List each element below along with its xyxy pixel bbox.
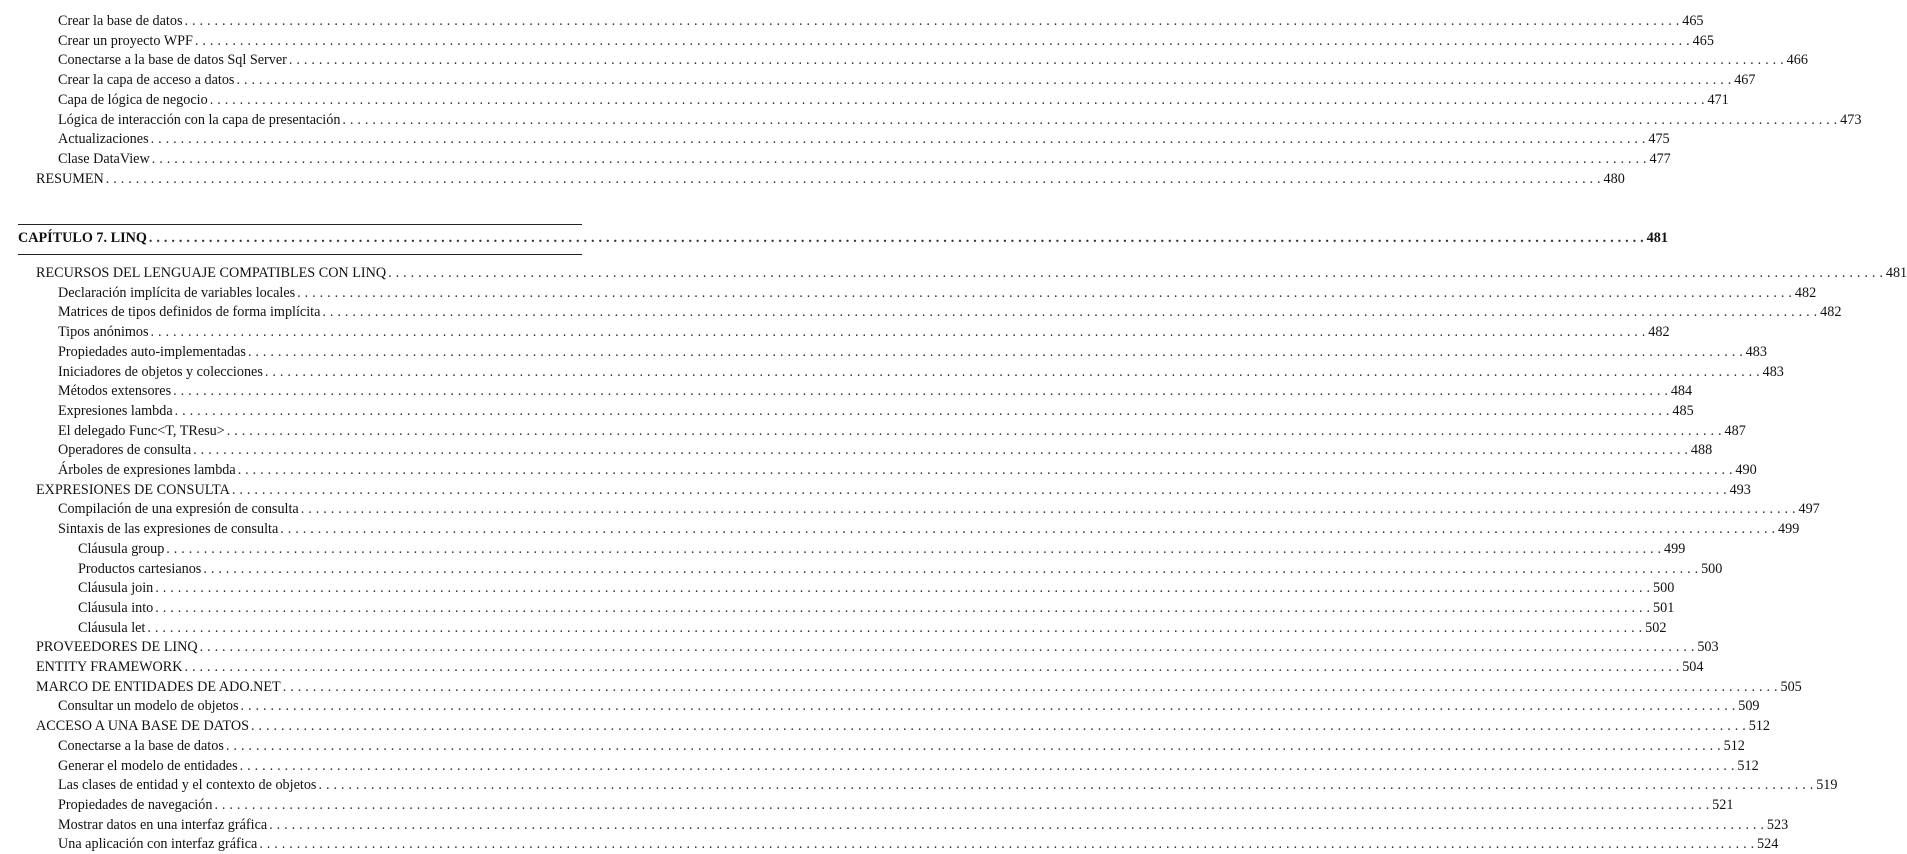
dot-leader: . . . . . . . . . . . . . . . . . . . . . . . . . . . . . . . . . . . . . . . . . . . . . . . . . . . . . . . . . . . . . . . . . . . . . . . . . . . . . . . . . . . . . . . . . . . . . . . . . . . . . . . . . . . . . . . . . . . . . . . . . . . . . . . . . . . . . . . . . . . . . . . . . . . . . . . . . . . . . . . . . . . . . . . . . . . . . . . . . . . . . . . . . . . . . . . . . . . . . . . .	[288, 52, 1784, 69]
toc-entry-page: 509	[1738, 698, 1760, 715]
toc-entry-title: Crear la base de datos	[58, 13, 183, 29]
toc-entry-title: Consultar un modelo de objetos	[58, 698, 239, 715]
toc-entry-page: 482	[1794, 284, 1817, 301]
toc-entry	[58, 441, 1713, 460]
toc-entry	[58, 343, 1767, 362]
toc-entry-page: 502	[1645, 619, 1667, 636]
toc-entry-title: ENTITY FRAMEWORK	[36, 659, 183, 675]
toc-entry-title: Crear un proyecto WPF	[58, 32, 193, 49]
dot-leader: . . . . . . . . . . . . . . . . . . . . . . . . . . . . . . . . . . . . . . . . . . . . . . . . . . . . . . . . . . . . . . . . . . . . . . . . . . . . . . . . . . . . . . . . . . . . . . . . . . . . . . . . . . . . . . . . . . . . . . . . . . . . . . . . . . . . . . . . . . . . . . . . . . . . . . . . . . . . . . . . . . . . . . . . . . . . . . . . . . . . . . . . . . . . . . . . . . . . . . . .	[151, 150, 1647, 167]
dot-leader: . . . . . . . . . . . . . . . . . . . . . . . . . . . . . . . . . . . . . . . . . . . . . . . . . . . . . . . . . . . . . . . . . . . . . . . . . . . . . . . . . . . . . . . . . . . . . . . . . . . . . . . . . . . . . . . . . . . . . . . . . . . . . . . . . . . . . . . . . . . . . . . . . . . . . . . . . . . . . . . . . . . . . . . . . . . . . . . . . . . . . . . . . . . . . . . . . . . . . . . .	[250, 718, 1746, 735]
toc-entry-title: Mostrar datos en una interfaz gráfica	[58, 816, 268, 833]
toc-entry	[58, 130, 1670, 149]
toc-entry	[58, 461, 1757, 480]
toc-entry-title: ACCESO A UNA BASE DE DATOS	[36, 718, 249, 735]
dot-leader: . . . . . . . . . . . . . . . . . . . . . . . . . . . . . . . . . . . . . . . . . . . . . . . . . . . . . . . . . . . . . . . . . . . . . . . . . . . . . . . . . . . . . . . . . . . . . . . . . . . . . . . . . . . . . . . . . . . . . . . . . . . . . . . . . . . . . . . . . . . . . . . . . . . . . . . . . . . . . . . . . . . . . . . . . . . . . . . . . . . . . . . . . . . . . . . . . . . . . . . .	[240, 698, 1736, 715]
dot-leader: . . . . . . . . . . . . . . . . . . . . . . . . . . . . . . . . . . . . . . . . . . . . . . . . . . . . . . . . . . . . . . . . . . . . . . . . . . . . . . . . . . . . . . . . . . . . . . . . . . . . . . . . . . . . . . . . . . . . . . . . . . . . . . . . . . . . . . . . . . . . . . . . . . . . . . . . . . . . . . . . . . . . . . . . . . . . . . . . . . . . . . . . . . . . . . . . . . . . . . . .	[105, 170, 1601, 187]
toc-entry-page: 512	[1748, 718, 1770, 735]
toc-entry	[58, 363, 1784, 382]
toc-entry-title: Cláusula join	[78, 580, 154, 597]
toc-entry	[36, 264, 1907, 283]
toc-entry-page: 504	[1682, 659, 1704, 675]
toc-entry-title: Generar el modelo de entidades	[58, 757, 238, 774]
dot-leader: . . . . . . . . . . . . . . . . . . . . . . . . . . . . . . . . . . . . . . . . . . . . . . . . . . . . . . . . . . . . . . . . . . . . . . . . . . . . . . . . . . . . . . . . . . . . . . . . . . . . . . . . . . . . . . . . . . . . . . . . . . . . . . . . . . . . . . . . . . . . . . . . . . . . . . . . . . . . . . . . . . . . . . . . . . . . . . . . . . . . . . . . . . . . . . . . . . . . . . . .	[247, 343, 1743, 360]
toc-entry	[58, 835, 1779, 854]
toc-entry-title: Clase DataView	[58, 150, 150, 167]
toc-entry	[58, 71, 1756, 90]
dot-leader: . . . . . . . . . . . . . . . . . . . . . . . . . . . . . . . . . . . . . . . . . . . . . . . . . . . . . . . . . . . . . . . . . . . . . . . . . . . . . . . . . . . . . . . . . . . . . . . . . . . . . . . . . . . . . . . . . . . . . . . . . . . . . . . . . . . . . . . . . . . . . . . . . . . . . . . . . . . . . . . . . . . . . . . . . . . . . . . . . . . . . . . . . . . . . . . . . . . . . . . .	[173, 383, 1669, 400]
toc-entry-page: 497	[1798, 501, 1820, 518]
toc-entry-page: 484	[1670, 383, 1693, 400]
toc-entry-page: 512	[1737, 757, 1759, 774]
dot-leader: . . . . . . . . . . . . . . . . . . . . . . . . . . . . . . . . . . . . . . . . . . . . . . . . . . . . . . . . . . . . . . . . . . . . . . . . . . . . . . . . . . . . . . . . . . . . . . . . . . . . . . . . . . . . . . . . . . . . . . . . . . . . . . . . . . . . . . . . . . . . . . . . . . . . . . . . . . . . . . . . . . . . . . . . . . . . . . . . . . . . . . . . . . . . . . . . . . . . . . . .	[280, 521, 1776, 538]
dot-leader: . . . . . . . . . . . . . . . . . . . . . . . . . . . . . . . . . . . . . . . . . . . . . . . . . . . . . . . . . . . . . . . . . . . . . . . . . . . . . . . . . . . . . . . . . . . . . . . . . . . . . . . . . . . . . . . . . . . . . . . . . . . . . . . . . . . . . . . . . . . . . . . . . . . . . . . . . . . . . . . . . . . . . . . . . . . . . . . . . . . . . . . . . . . . . . . . . . . . . . . .	[237, 462, 1733, 478]
toc-entry-page: 482	[1820, 304, 1842, 321]
toc-entry	[58, 402, 1694, 421]
toc-entry-page: 473	[1840, 111, 1862, 128]
toc-entry	[58, 91, 1729, 110]
toc-entry-page: 499	[1778, 521, 1800, 538]
toc-entry	[58, 697, 1760, 716]
toc-entry-page: 493	[1729, 481, 1751, 498]
toc-entry-title: RESUMEN	[36, 170, 104, 187]
toc-entry	[58, 520, 1800, 539]
dot-leader: . . . . . . . . . . . . . . . . . . . . . . . . . . . . . . . . . . . . . . . . . . . . . . . . . . . . . . . . . . . . . . . . . . . . . . . . . . . . . . . . . . . . . . . . . . . . . . . . . . . . . . . . . . . . . . . . . . . . . . . . . . . . . . . . . . . . . . . . . . . . . . . . . . . . . . . . . . . . . . . . . . . . . . . . . . . . . . . . . . . . . . . . . . . . . . . . . . . . . . . .	[226, 422, 1722, 439]
toc-entry	[78, 599, 1675, 618]
dot-leader: . . . . . . . . . . . . . . . . . . . . . . . . . . . . . . . . . . . . . . . . . . . . . . . . . . . . . . . . . . . . . . . . . . . . . . . . . . . . . . . . . . . . . . . . . . . . . . . . . . . . . . . . . . . . . . . . . . . . . . . . . . . . . . . . . . . . . . . . . . . . . . . . . . . . . . . . . . . . . . . . . . . . . . . . . . . . . . . . . . . . . . . . . . . . . . . . . . . . . . . .	[322, 304, 1818, 321]
toc-entry	[58, 500, 1820, 519]
toc-entry	[78, 560, 1723, 579]
toc-entry-title: Productos cartesianos	[78, 560, 202, 577]
toc-entry	[58, 737, 1745, 756]
toc-entry-page: 481	[1646, 230, 1668, 246]
toc-entry-title: Crear la capa de acceso a datos	[58, 72, 235, 89]
toc-entry	[58, 422, 1746, 441]
toc-entry	[58, 51, 1808, 70]
dot-leader: . . . . . . . . . . . . . . . . . . . . . . . . . . . . . . . . . . . . . . . . . . . . . . . . . . . . . . . . . . . . . . . . . . . . . . . . . . . . . . . . . . . . . . . . . . . . . . . . . . . . . . . . . . . . . . . . . . . . . . . . . . . . . . . . . . . . . . . . . . . . . . . . . . . . . . . . . . . . . . . . . . . . . . . . . . . . . . . . . . . . . . . . . . . . . . . . . . . . . . . .	[214, 796, 1710, 813]
toc-entry-title: Una aplicación con interfaz gráfica	[58, 836, 258, 853]
toc-entry-title: Operadores de consulta	[58, 442, 192, 459]
toc-entry-page: 465	[1682, 13, 1704, 29]
dot-leader: . . . . . . . . . . . . . . . . . . . . . . . . . . . . . . . . . . . . . . . . . . . . . . . . . . . . . . . . . . . . . . . . . . . . . . . . . . . . . . . . . . . . . . . . . . . . . . . . . . . . . . . . . . . . . . . . . . . . . . . . . . . . . . . . . . . . . . . . . . . . . . . . . . . . . . . . . . . . . . . . . . . . . . . . . . . . . . . . . . . . . . . . . . . . . . . . . . . . . . . .	[209, 91, 1705, 108]
toc-entry-page: 499	[1664, 540, 1686, 557]
dot-leader: . . . . . . . . . . . . . . . . . . . . . . . . . . . . . . . . . . . . . . . . . . . . . . . . . . . . . . . . . . . . . . . . . . . . . . . . . . . . . . . . . . . . . . . . . . . . . . . . . . . . . . . . . . . . . . . . . . . . . . . . . . . . . . . . . . . . . . . . . . . . . . . . . . . . . . . . . . . . . . . . . . . . . . . . . . . . . . . . . . . . . . . . . . . . . . . . . . . . . . . .	[174, 402, 1670, 419]
toc-entry-page: 480	[1603, 170, 1625, 187]
toc-entry-page: 466	[1786, 52, 1808, 69]
toc-entry	[58, 12, 1704, 31]
dot-leader: . . . . . . . . . . . . . . . . . . . . . . . . . . . . . . . . . . . . . . . . . . . . . . . . . . . . . . . . . . . . . . . . . . . . . . . . . . . . . . . . . . . . . . . . . . . . . . . . . . . . . . . . . . . . . . . . . . . . . . . . . . . . . . . . . . . . . . . . . . . . . . . . . . . . . . . . . . . . . . . . . . . . . . . . . . . . . . . . . . . . . . . . . . . . . . . . . . . . . . . .	[199, 639, 1695, 656]
toc-entry	[36, 170, 1625, 189]
toc-entry-page: 467	[1734, 72, 1756, 89]
dot-leader: . . . . . . . . . . . . . . . . . . . . . . . . . . . . . . . . . . . . . . . . . . . . . . . . . . . . . . . . . . . . . . . . . . . . . . . . . . . . . . . . . . . . . . . . . . . . . . . . . . . . . . . . . . . . . . . . . . . . . . . . . . . . . . . . . . . . . . . . . . . . . . . . . . . . . . . . . . . . . . . . . . . . . . . . . . . . . . . . . . . . . . . . . . . . . . . . . . . . . . . .	[203, 560, 1699, 577]
dot-leader: . . . . . . . . . . . . . . . . . . . . . . . . . . . . . . . . . . . . . . . . . . . . . . . . . . . . . . . . . . . . . . . . . . . . . . . . . . . . . . . . . . . . . . . . . . . . . . . . . . . . . . . . . . . . . . . . . . . . . . . . . . . . . . . . . . . . . . . . . . . . . . . . . . . . . . . . . . . . . . . . . . . . . . . . . . . . . . . . . . . . . . . . . . . . . . . . . . . . . . . .	[184, 13, 1680, 29]
chapter-heading	[18, 229, 1668, 248]
toc-entry	[78, 579, 1675, 598]
toc-entry	[58, 111, 1862, 130]
toc-entry-title: CAPÍTULO 7. LINQ	[18, 230, 147, 246]
dot-leader: . . . . . . . . . . . . . . . . . . . . . . . . . . . . . . . . . . . . . . . . . . . . . . . . . . . . . . . . . . . . . . . . . . . . . . . . . . . . . . . . . . . . . . . . . . . . . . . . . . . . . . . . . . . . . . . . . . . . . . . . . . . . . . . . . . . . . . . . . . . . . . . . . . . . . . . . . . . . . . . . . . . . . . . . . . . . . . . . . . . . . . . . . . . . . . . . . . . . . . . .	[297, 284, 1793, 301]
toc-entry	[58, 382, 1693, 401]
toc-entry	[58, 816, 1789, 835]
toc-entry	[78, 540, 1686, 559]
toc-entry-page: 465	[1692, 32, 1714, 49]
toc-entry	[58, 796, 1734, 815]
dot-leader: . . . . . . . . . . . . . . . . . . . . . . . . . . . . . . . . . . . . . . . . . . . . . . . . . . . . . . . . . . . . . . . . . . . . . . . . . . . . . . . . . . . . . . . . . . . . . . . . . . . . . . . . . . . . . . . . . . . . . . . . . . . . . . . . . . . . . . . . . . . . . . . . . . . . . . . . . . . . . . . . . . . . . . . . . . . . . . . . . . . . . . . . . . . . . . . . . . . . . . . .	[269, 816, 1765, 833]
dot-leader: . . . . . . . . . . . . . . . . . . . . . . . . . . . . . . . . . . . . . . . . . . . . . . . . . . . . . . . . . . . . . . . . . . . . . . . . . . . . . . . . . . . . . . . . . . . . . . . . . . . . . . . . . . . . . . . . . . . . . . . . . . . . . . . . . . . . . . . . . . . . . . . . . . . . . . . . . . . . . . . . . . . . . . . . . . . . . . . . . . . . . . . . . . . . . . . . . . . . . . . .	[342, 111, 1838, 128]
toc-entry-title: Expresiones lambda	[58, 402, 173, 419]
toc-entry-page: 481	[1885, 265, 1907, 281]
dot-leader: . . . . . . . . . . . . . . . . . . . . . . . . . . . . . . . . . . . . . . . . . . . . . . . . . . . . . . . . . . . . . . . . . . . . . . . . . . . . . . . . . . . . . . . . . . . . . . . . . . . . . . . . . . . . . . . . . . . . . . . . . . . . . . . . . . . . . . . . . . . . . . . . . . . . . . . . . . . . . . . . . . . . . . . . . . . . . . . . . . . . . . . . . . . . . . . . . . . . . . . .	[166, 540, 1662, 557]
toc-entry-title: EXPRESIONES DE CONSULTA	[36, 481, 230, 498]
toc-entry-title: Actualizaciones	[58, 131, 149, 148]
toc-entry-title: Iniciadores de objetos y colecciones	[58, 363, 263, 380]
chapter-top-rule	[18, 224, 582, 225]
toc-entry-title: Lógica de interacción con la capa de presentación	[58, 111, 341, 128]
toc-entry-title: Las clases de entidad y el contexto de objetos	[58, 777, 317, 794]
dot-leader: . . . . . . . . . . . . . . . . . . . . . . . . . . . . . . . . . . . . . . . . . . . . . . . . . . . . . . . . . . . . . . . . . . . . . . . . . . . . . . . . . . . . . . . . . . . . . . . . . . . . . . . . . . . . . . . . . . . . . . . . . . . . . . . . . . . . . . . . . . . . . . . . . . . . . . . . . . . . . . . . . . . . . . . . . . . . . . . . . . . . . . . . . . . . . . . . . . . . . . . .	[150, 131, 1646, 148]
toc-entry-page: 488	[1690, 442, 1713, 459]
toc-entry	[36, 678, 1802, 697]
toc-entry-page: 503	[1697, 639, 1719, 656]
dot-leader: . . . . . . . . . . . . . . . . . . . . . . . . . . . . . . . . . . . . . . . . . . . . . . . . . . . . . . . . . . . . . . . . . . . . . . . . . . . . . . . . . . . . . . . . . . . . . . . . . . . . . . . . . . . . . . . . . . . . . . . . . . . . . . . . . . . . . . . . . . . . . . . . . . . . . . . . . . . . . . . . . . . . . . . . . . . . . . . . . . . . . . . . . . . . . . . . . . . . . . . .	[194, 32, 1690, 49]
toc-entry-page: 483	[1745, 343, 1767, 360]
toc-entry-page: 500	[1653, 580, 1675, 597]
toc-entry-page: 471	[1707, 91, 1729, 108]
toc-entry-title: Capa de lógica de negocio	[58, 91, 208, 108]
dot-leader: . . . . . . . . . . . . . . . . . . . . . . . . . . . . . . . . . . . . . . . . . . . . . . . . . . . . . . . . . . . . . . . . . . . . . . . . . . . . . . . . . . . . . . . . . . . . . . . . . . . . . . . . . . . . . . . . . . . . . . . . . . . . . . . . . . . . . . . . . . . . . . . . . . . . . . . . . . . . . . . . . . . . . . . . . . . . . . . . . . . . . . . . . . . . . . . . . . . . . . . .	[193, 442, 1689, 459]
toc-entry-title: Cláusula let	[78, 619, 146, 636]
toc-entry	[36, 638, 1719, 657]
toc-entry	[36, 481, 1751, 500]
dot-leader: . . . . . . . . . . . . . . . . . . . . . . . . . . . . . . . . . . . . . . . . . . . . . . . . . . . . . . . . . . . . . . . . . . . . . . . . . . . . . . . . . . . . . . . . . . . . . . . . . . . . . . . . . . . . . . . . . . . . . . . . . . . . . . . . . . . . . . . . . . . . . . . . . . . . . . . . . . . . . . . . . . . . . . . . . . . . . . . . . . . . . . . . . . . . . . . . . . . . . . . .	[236, 72, 1732, 89]
dot-leader: . . . . . . . . . . . . . . . . . . . . . . . . . . . . . . . . . . . . . . . . . . . . . . . . . . . . . . . . . . . . . . . . . . . . . . . . . . . . . . . . . . . . . . . . . . . . . . . . . . . . . . . . . . . . . . . . . . . . . . . . . . . . . . . . . . . . . . . . . . . . . . . . . . . . . . . . . . . . . . . . . . . . . . . . . . . . . . . . . . . . . . . . . . . . . . . . . . . . . . . .	[225, 737, 1721, 754]
toc-entry-page: 483	[1762, 363, 1784, 380]
toc-entry-title: Árboles de expresiones lambda	[58, 462, 236, 478]
dot-leader: . . . . . . . . . . . . . . . . . . . . . . . . . . . . . . . . . . . . . . . . . . . . . . . . . . . . . . . . . . . . . . . . . . . . . . . . . . . . . . . . . . . . . . . . . . . . . . . . . . . . . . . . . . . . . . . . . . . . . . . . . . . . . . . . . . . . . . . . . . . . . . . . . . . . . . . . . . . . . . . . . . . . . . . . . . . . . . . . . . . . . . . . . . . . . . . . . . . . . . . .	[148, 230, 1644, 246]
toc-entry-title: Compilación de una expresión de consulta	[58, 501, 299, 518]
dot-leader: . . . . . . . . . . . . . . . . . . . . . . . . . . . . . . . . . . . . . . . . . . . . . . . . . . . . . . . . . . . . . . . . . . . . . . . . . . . . . . . . . . . . . . . . . . . . . . . . . . . . . . . . . . . . . . . . . . . . . . . . . . . . . . . . . . . . . . . . . . . . . . . . . . . . . . . . . . . . . . . . . . . . . . . . . . . . . . . . . . . . . . . . . . . . . . . . . . . . . . . .	[155, 599, 1651, 616]
toc-entry-page: 519	[1816, 777, 1838, 794]
dot-leader: . . . . . . . . . . . . . . . . . . . . . . . . . . . . . . . . . . . . . . . . . . . . . . . . . . . . . . . . . . . . . . . . . . . . . . . . . . . . . . . . . . . . . . . . . . . . . . . . . . . . . . . . . . . . . . . . . . . . . . . . . . . . . . . . . . . . . . . . . . . . . . . . . . . . . . . . . . . . . . . . . . . . . . . . . . . . . . . . . . . . . . . . . . . . . . . . . . . . . . . .	[300, 501, 1796, 518]
toc-entry-page: 521	[1712, 796, 1734, 813]
toc-entry	[58, 284, 1817, 303]
dot-leader: . . . . . . . . . . . . . . . . . . . . . . . . . . . . . . . . . . . . . . . . . . . . . . . . . . . . . . . . . . . . . . . . . . . . . . . . . . . . . . . . . . . . . . . . . . . . . . . . . . . . . . . . . . . . . . . . . . . . . . . . . . . . . . . . . . . . . . . . . . . . . . . . . . . . . . . . . . . . . . . . . . . . . . . . . . . . . . . . . . . . . . . . . . . . . . . . . . . . . . . .	[259, 836, 1755, 853]
toc-entry-page: 485	[1672, 402, 1694, 419]
dot-leader: . . . . . . . . . . . . . . . . . . . . . . . . . . . . . . . . . . . . . . . . . . . . . . . . . . . . . . . . . . . . . . . . . . . . . . . . . . . . . . . . . . . . . . . . . . . . . . . . . . . . . . . . . . . . . . . . . . . . . . . . . . . . . . . . . . . . . . . . . . . . . . . . . . . . . . . . . . . . . . . . . . . . . . . . . . . . . . . . . . . . . . . . . . . . . . . . . . . . . . . .	[184, 659, 1680, 675]
toc-entry-page: 487	[1724, 422, 1746, 439]
toc-entry-page: 523	[1766, 816, 1789, 833]
toc-entry-title: Cláusula into	[78, 599, 154, 616]
toc-entry	[58, 776, 1838, 795]
toc-entry	[58, 323, 1670, 342]
toc-entry-page: 500	[1701, 560, 1723, 577]
toc-entry-title: Métodos extensores	[58, 383, 172, 400]
toc-entry-page: 512	[1723, 737, 1745, 754]
toc-entry	[36, 658, 1704, 677]
dot-leader: . . . . . . . . . . . . . . . . . . . . . . . . . . . . . . . . . . . . . . . . . . . . . . . . . . . . . . . . . . . . . . . . . . . . . . . . . . . . . . . . . . . . . . . . . . . . . . . . . . . . . . . . . . . . . . . . . . . . . . . . . . . . . . . . . . . . . . . . . . . . . . . . . . . . . . . . . . . . . . . . . . . . . . . . . . . . . . . . . . . . . . . . . . . . . . . . . . . . . . . .	[231, 481, 1727, 498]
dot-leader: . . . . . . . . . . . . . . . . . . . . . . . . . . . . . . . . . . . . . . . . . . . . . . . . . . . . . . . . . . . . . . . . . . . . . . . . . . . . . . . . . . . . . . . . . . . . . . . . . . . . . . . . . . . . . . . . . . . . . . . . . . . . . . . . . . . . . . . . . . . . . . . . . . . . . . . . . . . . . . . . . . . . . . . . . . . . . . . . . . . . . . . . . . . . . . . . . . . . . . . .	[318, 777, 1814, 794]
chapter-bottom-rule	[18, 254, 582, 255]
toc-entry-page: 477	[1649, 150, 1671, 167]
toc-entry-page: 482	[1648, 324, 1670, 341]
toc-entry-title: MARCO DE ENTIDADES DE ADO.NET	[36, 678, 281, 695]
toc-entry	[58, 757, 1759, 776]
dot-leader: . . . . . . . . . . . . . . . . . . . . . . . . . . . . . . . . . . . . . . . . . . . . . . . . . . . . . . . . . . . . . . . . . . . . . . . . . . . . . . . . . . . . . . . . . . . . . . . . . . . . . . . . . . . . . . . . . . . . . . . . . . . . . . . . . . . . . . . . . . . . . . . . . . . . . . . . . . . . . . . . . . . . . . . . . . . . . . . . . . . . . . . . . . . . . . . . . . . . . . . .	[282, 678, 1778, 695]
toc-entry-title: Conectarse a la base de datos Sql Server	[58, 52, 287, 69]
toc-entry-page: 475	[1648, 131, 1670, 148]
toc-entry-title: Declaración implícita de variables locales	[58, 284, 296, 301]
toc-entry-title: Cláusula group	[78, 540, 165, 557]
dot-leader: . . . . . . . . . . . . . . . . . . . . . . . . . . . . . . . . . . . . . . . . . . . . . . . . . . . . . . . . . . . . . . . . . . . . . . . . . . . . . . . . . . . . . . . . . . . . . . . . . . . . . . . . . . . . . . . . . . . . . . . . . . . . . . . . . . . . . . . . . . . . . . . . . . . . . . . . . . . . . . . . . . . . . . . . . . . . . . . . . . . . . . . . . . . . . . . . . . . . . . . .	[388, 265, 1884, 281]
toc-entry-title: Tipos anónimos	[58, 324, 149, 341]
toc-entry-title: El delegado Func<T, TResu>	[58, 422, 225, 439]
toc-entry-page: 490	[1735, 462, 1757, 478]
toc-entry-title: Conectarse a la base de datos	[58, 737, 224, 754]
dot-leader: . . . . . . . . . . . . . . . . . . . . . . . . . . . . . . . . . . . . . . . . . . . . . . . . . . . . . . . . . . . . . . . . . . . . . . . . . . . . . . . . . . . . . . . . . . . . . . . . . . . . . . . . . . . . . . . . . . . . . . . . . . . . . . . . . . . . . . . . . . . . . . . . . . . . . . . . . . . . . . . . . . . . . . . . . . . . . . . . . . . . . . . . . . . . . . . . . . . . . . . .	[150, 324, 1646, 341]
dot-leader: . . . . . . . . . . . . . . . . . . . . . . . . . . . . . . . . . . . . . . . . . . . . . . . . . . . . . . . . . . . . . . . . . . . . . . . . . . . . . . . . . . . . . . . . . . . . . . . . . . . . . . . . . . . . . . . . . . . . . . . . . . . . . . . . . . . . . . . . . . . . . . . . . . . . . . . . . . . . . . . . . . . . . . . . . . . . . . . . . . . . . . . . . . . . . . . . . . . . . . . .	[239, 757, 1735, 774]
toc-entry	[58, 32, 1714, 51]
toc-entry-title: Propiedades auto-implementadas	[58, 343, 246, 360]
dot-leader: . . . . . . . . . . . . . . . . . . . . . . . . . . . . . . . . . . . . . . . . . . . . . . . . . . . . . . . . . . . . . . . . . . . . . . . . . . . . . . . . . . . . . . . . . . . . . . . . . . . . . . . . . . . . . . . . . . . . . . . . . . . . . . . . . . . . . . . . . . . . . . . . . . . . . . . . . . . . . . . . . . . . . . . . . . . . . . . . . . . . . . . . . . . . . . . . . . . . . . . .	[264, 363, 1760, 380]
toc-entry-page: 505	[1780, 678, 1802, 695]
toc-entry-page: 501	[1653, 599, 1675, 616]
toc-entry	[78, 619, 1667, 638]
dot-leader: . . . . . . . . . . . . . . . . . . . . . . . . . . . . . . . . . . . . . . . . . . . . . . . . . . . . . . . . . . . . . . . . . . . . . . . . . . . . . . . . . . . . . . . . . . . . . . . . . . . . . . . . . . . . . . . . . . . . . . . . . . . . . . . . . . . . . . . . . . . . . . . . . . . . . . . . . . . . . . . . . . . . . . . . . . . . . . . . . . . . . . . . . . . . . . . . . . . . . . . .	[147, 619, 1643, 636]
toc-entry-title: PROVEEDORES DE LINQ	[36, 639, 198, 656]
toc-entry	[58, 150, 1671, 169]
toc-entry-title: RECURSOS DEL LENGUAJE COMPATIBLES CON LINQ	[36, 265, 387, 281]
toc-entry-page: 524	[1757, 836, 1779, 853]
toc-entry-title: Matrices de tipos definidos de forma implícita	[58, 304, 321, 321]
dot-leader: . . . . . . . . . . . . . . . . . . . . . . . . . . . . . . . . . . . . . . . . . . . . . . . . . . . . . . . . . . . . . . . . . . . . . . . . . . . . . . . . . . . . . . . . . . . . . . . . . . . . . . . . . . . . . . . . . . . . . . . . . . . . . . . . . . . . . . . . . . . . . . . . . . . . . . . . . . . . . . . . . . . . . . . . . . . . . . . . . . . . . . . . . . . . . . . . . . . . . . . .	[155, 580, 1651, 597]
toc-entry-title: Propiedades de navegación	[58, 796, 213, 813]
toc-entry-title: Sintaxis de las expresiones de consulta	[58, 521, 279, 538]
toc-entry	[36, 717, 1770, 736]
toc-entry	[58, 303, 1842, 322]
